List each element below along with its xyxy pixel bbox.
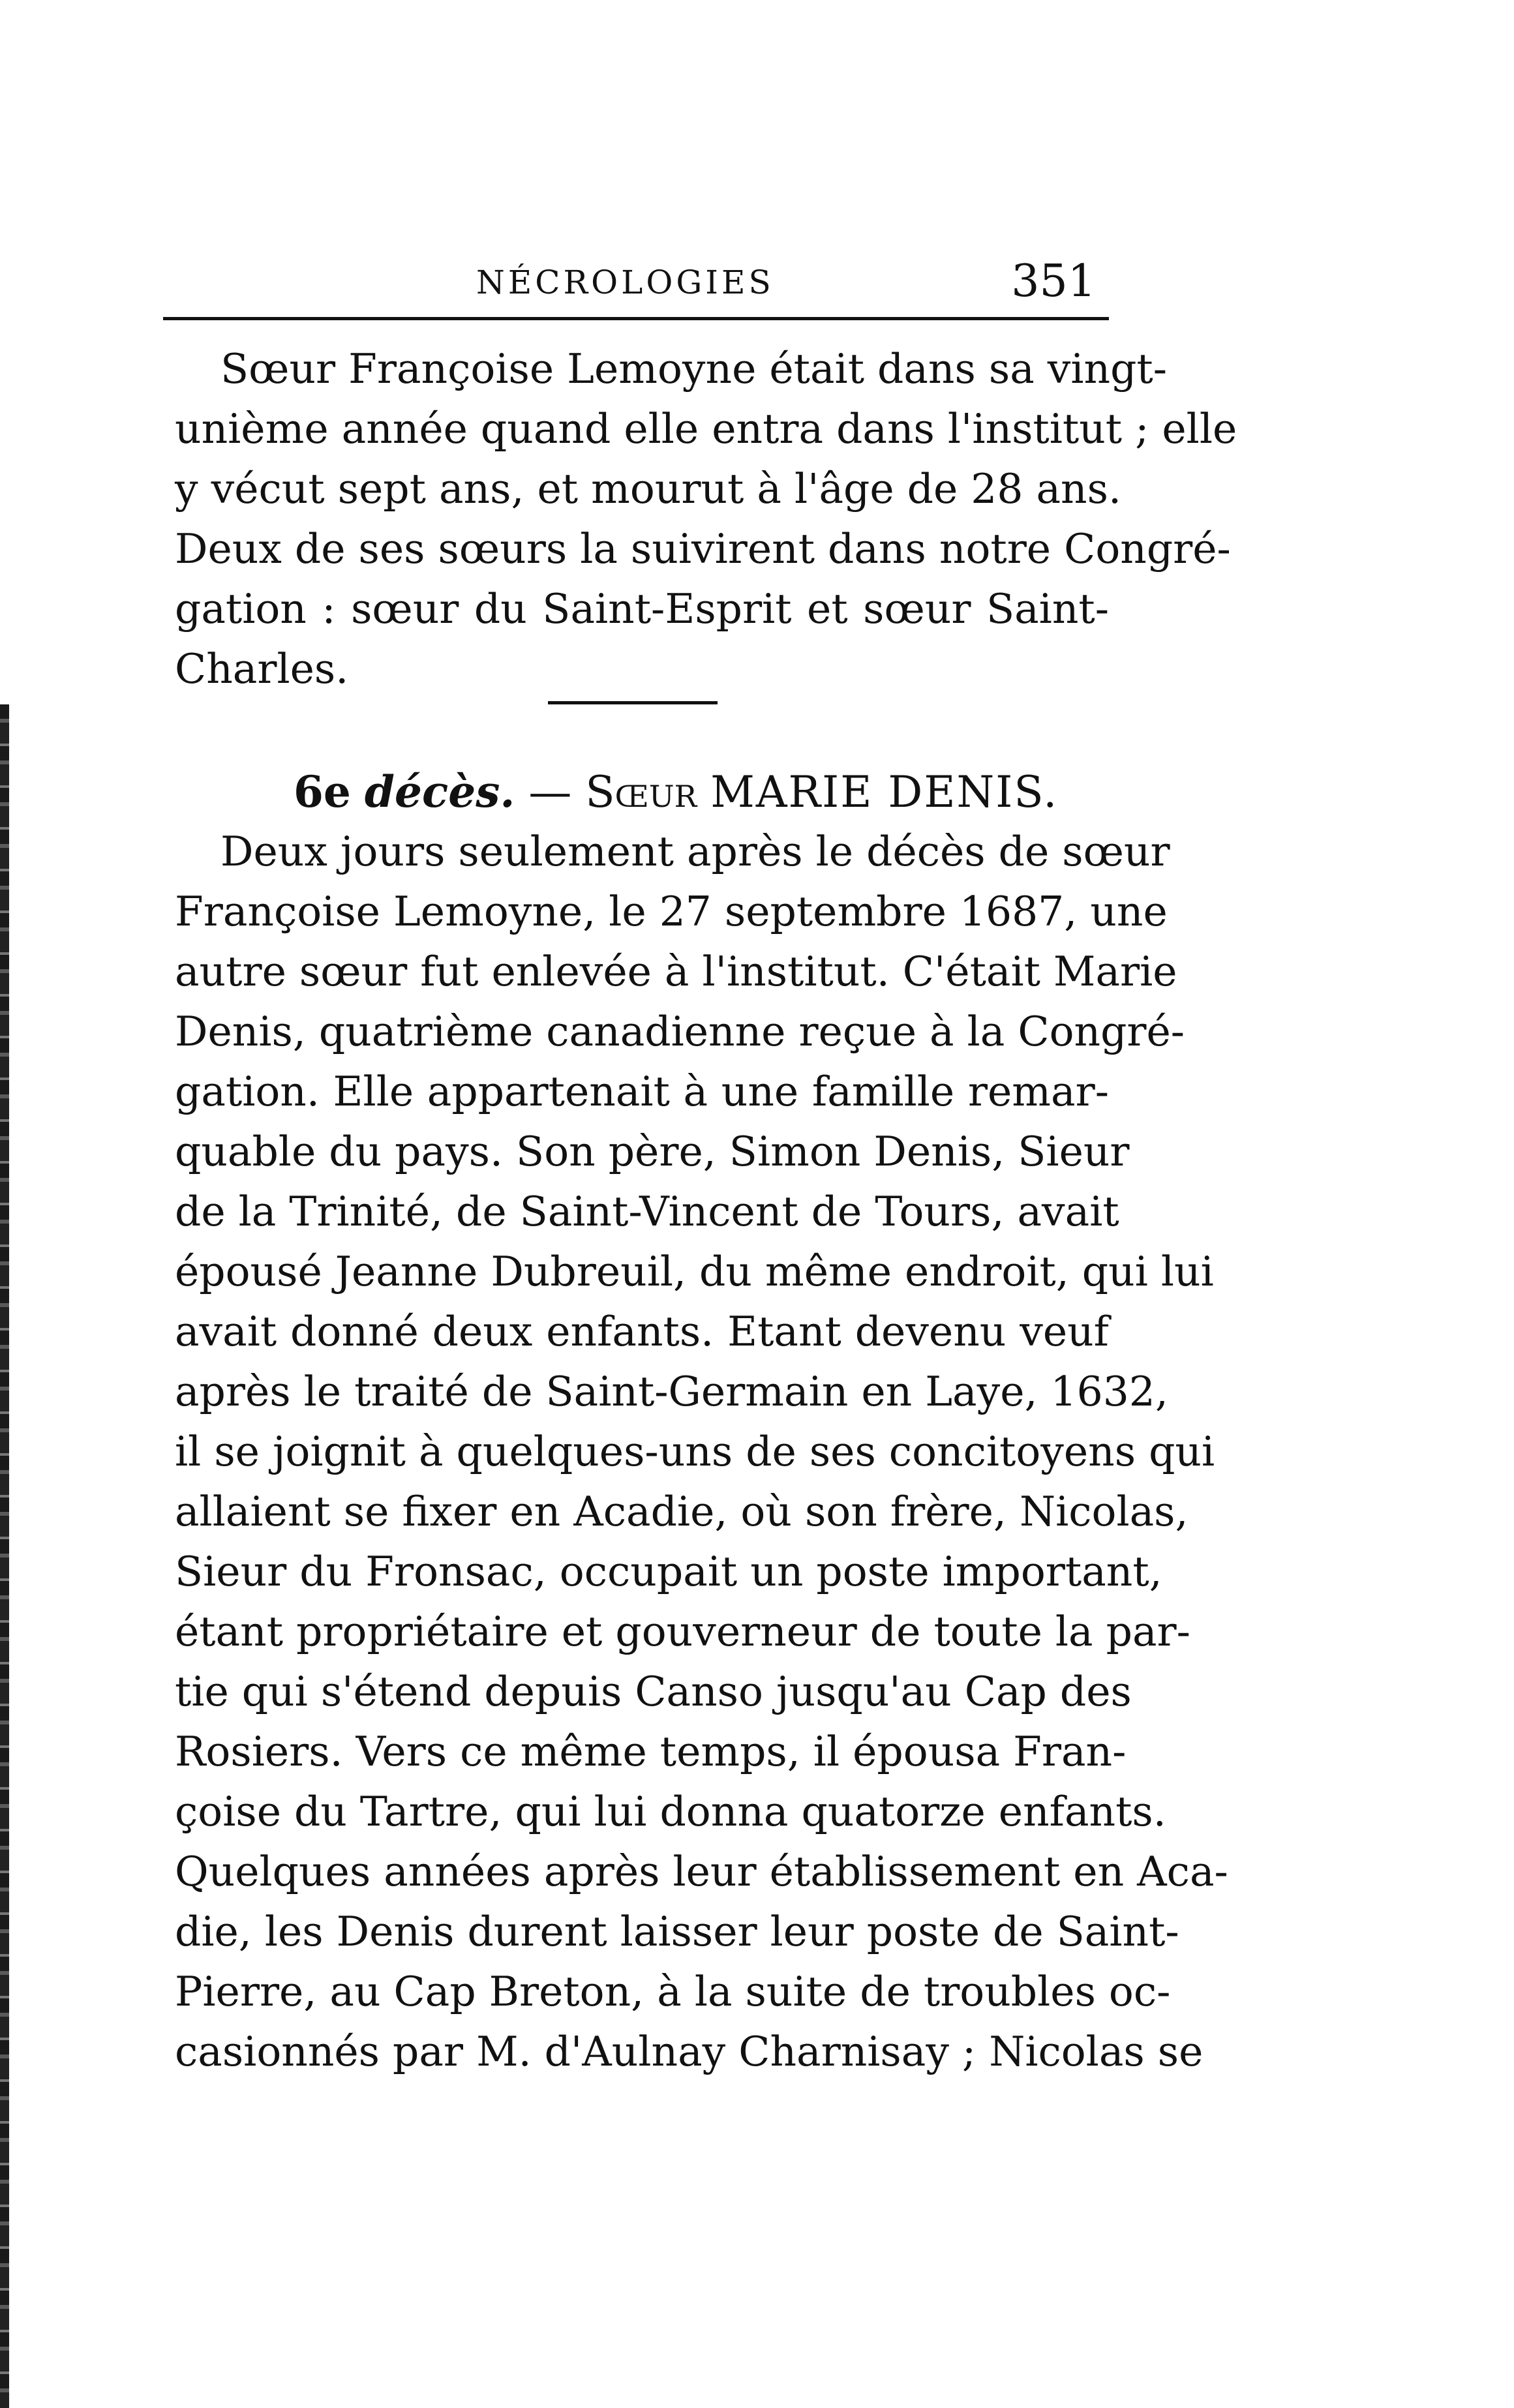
text-line: tie qui s'étend depuis Canso jusqu'au Cap des: [175, 1668, 1132, 1715]
text-line: gation : sœur du Saint-Esprit et sœur Saint-: [175, 585, 1109, 633]
text-line: Deux de ses sœurs la suivirent dans notre Congré-: [175, 525, 1231, 573]
paragraph-2: [175, 822, 1228, 2082]
text-line: die, les Denis durent laisser leur poste de Saint-: [175, 1908, 1179, 1955]
text-line: y vécut sept ans, et mourut à l'âge de 28 ans.: [175, 465, 1121, 513]
text-line: Sœur Françoise Lemoyne était dans sa vingt-: [220, 345, 1168, 393]
text-line: Deux jours seulement après le décès de sœur: [220, 828, 1170, 875]
text-line: avait donné deux enfants. Etant devenu veuf: [175, 1308, 1109, 1355]
text-line: unième année quand elle entra dans l'institut ; elle: [175, 405, 1237, 453]
text-line: Denis, quatrième canadienne reçue à la Congré-: [175, 1008, 1185, 1055]
text-line: casionnés par M. d'Aulnay Charnisay ; Nicolas se: [175, 2028, 1204, 2075]
text-line: après le traité de Saint-Germain en Laye, 1632,: [175, 1368, 1168, 1415]
text-line: Pierre, au Cap Breton, à la suite de troubles oc-: [175, 1968, 1171, 2015]
section-heading: [294, 766, 1059, 817]
text-line: Rosiers. Vers ce même temps, il épousa Fran-: [175, 1728, 1127, 1775]
section-dash: —: [528, 767, 572, 817]
paragraph-1: [175, 339, 1237, 699]
text-line: Quelques années après leur établissement en Aca-: [175, 1848, 1228, 1895]
section-number: 6e: [294, 766, 351, 817]
running-head: [163, 256, 1109, 307]
text-line: allaient se fixer en Acadie, où son frère, Nicolas,: [175, 1488, 1188, 1535]
scan-binding-edge: [0, 704, 9, 2408]
page-number: 351: [1011, 256, 1096, 307]
section-name: MARIE DENIS.: [710, 767, 1059, 817]
section-divider: [548, 701, 718, 704]
text-line: étant propriétaire et gouverneur de toute la par-: [175, 1608, 1190, 1655]
text-line: Françoise Lemoyne, le 27 septembre 1687, une: [175, 888, 1168, 935]
text-line: çoise du Tartre, qui lui donna quatorze enfants.: [175, 1788, 1166, 1835]
header-rule: [163, 317, 1109, 320]
text-line: il se joignit à quelques-uns de ses concitoyens qui: [175, 1428, 1215, 1475]
text-line: gation. Elle appartenait à une famille remar-: [175, 1068, 1109, 1115]
section-soeur: Sœur: [585, 767, 697, 817]
text-line: Charles.: [175, 645, 349, 693]
text-line: Sieur du Fronsac, occupait un poste important,: [175, 1548, 1162, 1595]
running-title: NÉCROLOGIES: [476, 263, 774, 301]
text-line: de la Trinité, de Saint-Vincent de Tours, avait: [175, 1188, 1119, 1235]
text-line: autre sœur fut enlevée à l'institut. C'était Marie: [175, 948, 1177, 995]
text-line: quable du pays. Son père, Simon Denis, Sieur: [175, 1128, 1130, 1175]
section-deces: décès.: [364, 766, 515, 817]
text-line: épousé Jeanne Dubreuil, du même endroit, qui lui: [175, 1248, 1214, 1295]
